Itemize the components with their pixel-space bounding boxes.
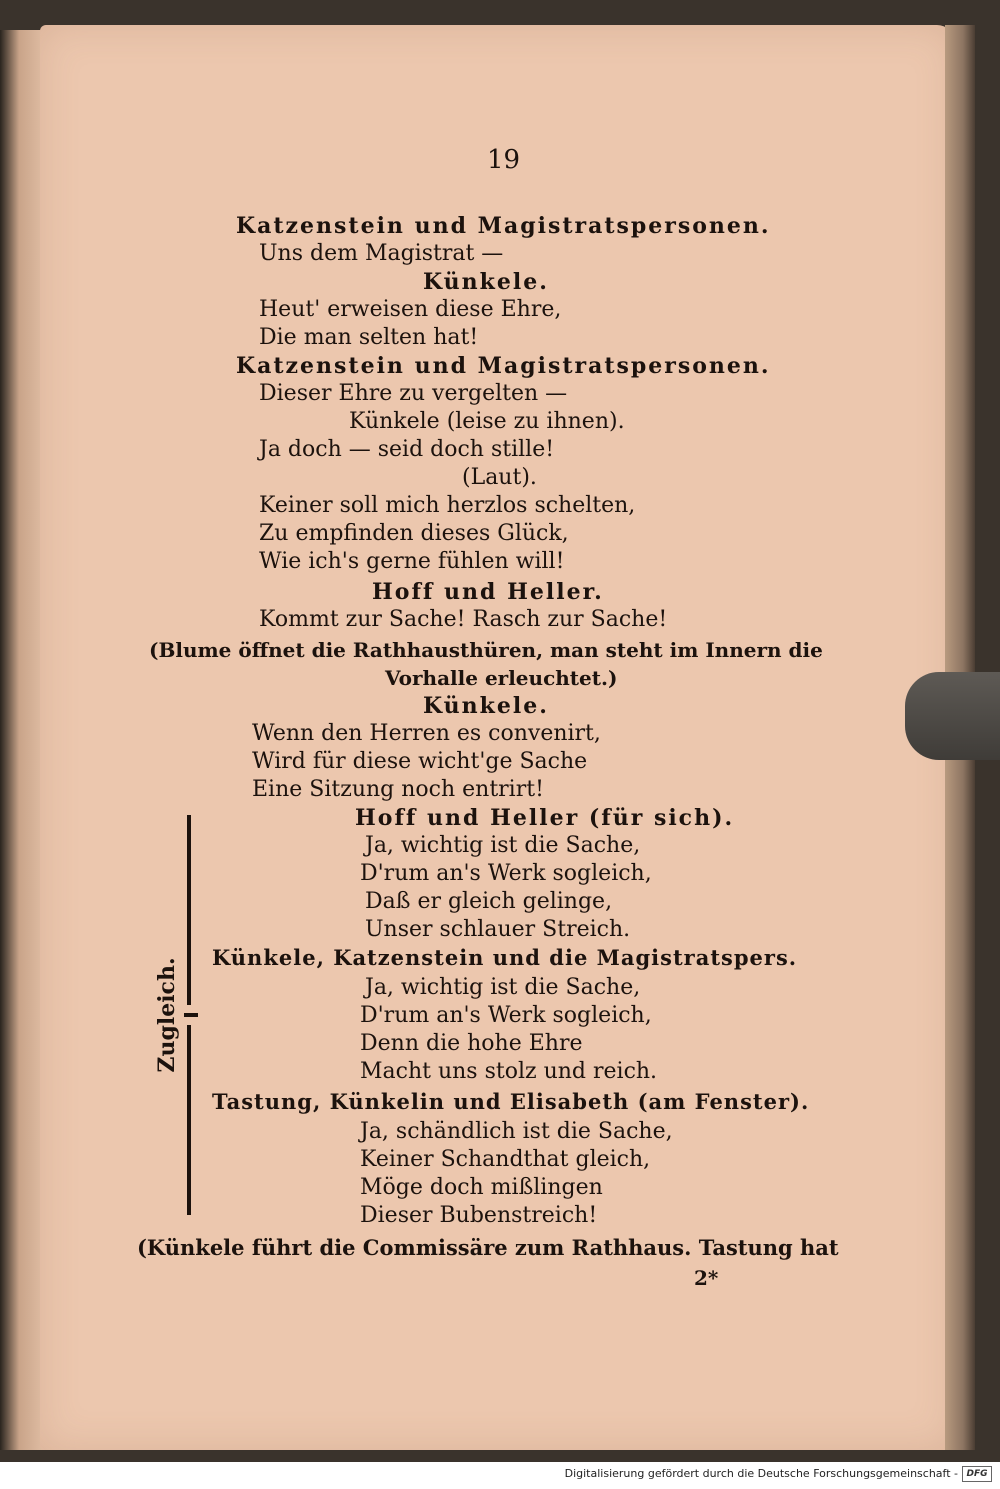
speaker-heading: Katzenstein und Magistratspersonen. (236, 353, 771, 379)
verse-line: Die man selten hat! (259, 325, 479, 350)
stage-direction: (Blume öffnet die Rathhausthüren, man steht im Innern die (149, 638, 823, 662)
verse-line: D'rum an's Werk sogleich, (360, 1003, 652, 1028)
speaker-heading: Hoff und Heller (für sich). (355, 805, 735, 831)
verse-line: Ja, wichtig ist die Sache, (365, 833, 641, 858)
speaker-heading: Künkele (leise zu ihnen). (349, 409, 625, 434)
verse-line: Zu empfinden dieses Glück, (259, 521, 569, 546)
stage-direction: (Laut). (462, 465, 537, 490)
stage-direction: Vorhalle erleuchtet.) (385, 666, 618, 690)
verse-line: Keiner soll mich herzlos schelten, (259, 493, 636, 518)
stage-direction: (Künkele führt die Commissäre zum Rathhaus. Tastung hat (137, 1235, 839, 1260)
brace-point (184, 1013, 198, 1017)
brace-upper (187, 815, 191, 1005)
verse-line: Dieser Bubenstreich! (360, 1203, 598, 1228)
verse-line: Wenn den Herren es convenirt, (252, 721, 601, 746)
speaker-heading: Tastung, Künkelin und Elisabeth (am Fenster). (212, 1089, 810, 1114)
brace-lower (187, 1025, 191, 1215)
zugleich-label: Zugleich. (154, 957, 180, 1073)
verse-line: Eine Sitzung noch entrirt! (252, 777, 544, 802)
verse-line: Macht uns stolz und reich. (360, 1059, 658, 1084)
page-clip (905, 672, 1000, 760)
verse-line: Denn die hohe Ehre (360, 1031, 583, 1056)
verse-line: Unser schlauer Streich. (365, 917, 631, 942)
verse-line: Dieser Ehre zu vergelten — (259, 381, 568, 406)
page-number: 19 (487, 145, 521, 175)
speaker-heading: Künkele. (423, 693, 549, 719)
verse-line: Kommt zur Sache! Rasch zur Sache! (259, 607, 668, 632)
footer-credit: Digitalisierung gefördert durch die Deutsche Forschungsgemeinschaft - (564, 1467, 958, 1480)
verse-line: Wie ich's gerne fühlen will! (259, 549, 565, 574)
verse-line: Möge doch mißlingen (360, 1175, 603, 1200)
verse-line: Ja, schändlich ist die Sache, (360, 1119, 673, 1144)
verse-line: Ja, wichtig ist die Sache, (365, 975, 641, 1000)
catchword: 2* (694, 1266, 719, 1290)
verse-line: Ja doch — seid doch stille! (259, 437, 555, 462)
verse-line: Heut' erweisen diese Ehre, (259, 297, 562, 322)
verse-line: Uns dem Magistrat — (259, 241, 504, 266)
verse-line: Keiner Schandthat gleich, (360, 1147, 651, 1172)
verse-line: Daß er gleich gelinge, (365, 889, 613, 914)
speaker-heading: Künkele. (423, 269, 549, 295)
speaker-heading: Hoff und Heller. (372, 579, 604, 605)
speaker-heading: Katzenstein und Magistratspersonen. (236, 213, 771, 239)
verse-line: Wird für diese wicht'ge Sache (252, 749, 588, 774)
speaker-heading: Künkele, Katzenstein und die Magistratspers. (212, 945, 798, 970)
verse-line: D'rum an's Werk sogleich, (360, 861, 652, 886)
dfg-logo: DFG (962, 1466, 992, 1482)
